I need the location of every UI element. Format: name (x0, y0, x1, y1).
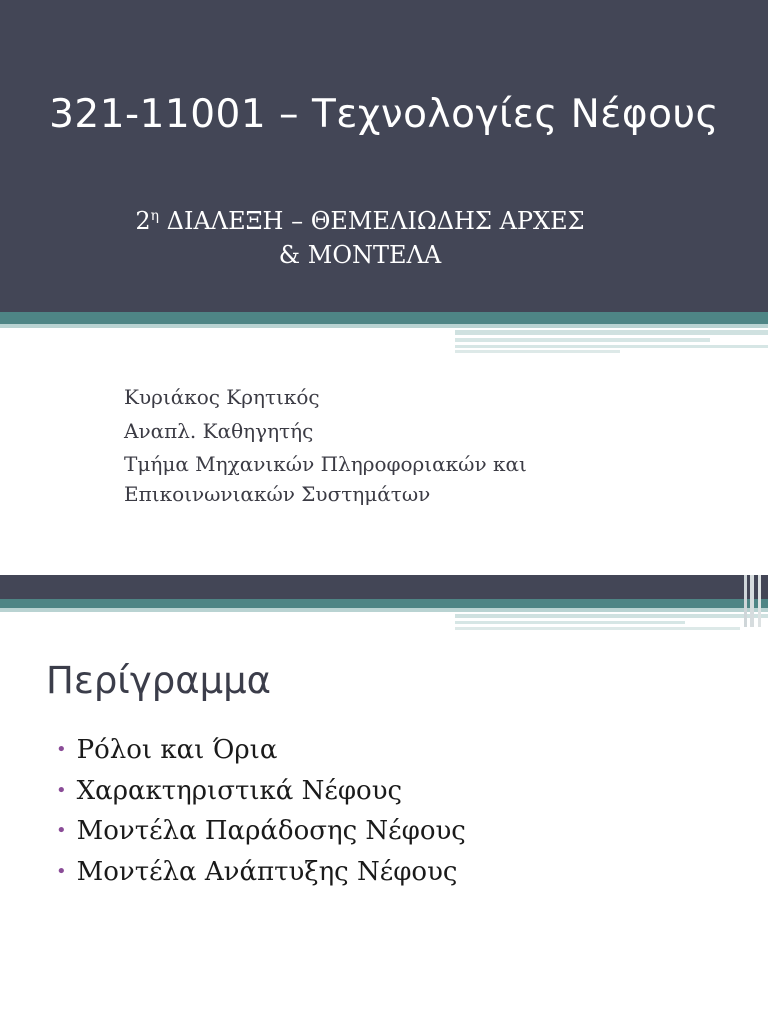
light-stripe (455, 350, 620, 353)
light-stripe (455, 614, 768, 618)
subtitle-number: 2 (135, 207, 151, 235)
author-department-line-2: Επικοινωνιακών Συστημάτων (124, 481, 431, 506)
light-stripe (0, 608, 768, 612)
light-stripe (455, 621, 685, 624)
light-stripe (455, 627, 740, 630)
subtitle-line-2: & ΜΟΝΤΕΛΑ (278, 241, 442, 269)
teal-stripe (0, 312, 768, 324)
vertical-stripe (744, 575, 747, 627)
light-stripe (0, 324, 768, 328)
light-stripe (455, 330, 768, 335)
list-item (56, 730, 466, 771)
subtitle-line-1 (0, 199, 720, 238)
list-item-text: Ρόλοι και Όρια (76, 735, 278, 765)
vertical-stripe (758, 575, 761, 627)
list-item (56, 811, 466, 852)
teal-stripe (0, 599, 768, 608)
bullet-icon: • (56, 860, 67, 882)
list-item-text: Μοντέλα Ανάπτυξης Νέφους (76, 856, 458, 887)
vertical-stripe (750, 575, 754, 627)
subtitle-text: ΔΙΑΛΕΞΗ – ΘΕΜΕΛΙΩΔΗΣ ΑΡΧΕΣ (159, 207, 585, 235)
outline-slide (0, 575, 768, 1024)
light-stripe (455, 338, 710, 342)
bullet-icon: • (56, 739, 67, 760)
bullet-list (56, 730, 466, 892)
list-item-text: Χαρακτηριστικά Νέφους (76, 775, 403, 806)
slide-title: 321-11001 – Τεχνολογίες Νέφους (49, 92, 719, 137)
bullet-icon: • (56, 820, 67, 841)
list-item (56, 852, 466, 893)
light-stripe (455, 345, 768, 348)
header-band (0, 575, 768, 599)
slide-title: Περίγραμμα (46, 659, 272, 702)
bullet-icon: • (56, 779, 67, 801)
subtitle-superscript: η (150, 208, 160, 224)
list-item (56, 771, 466, 812)
author-info (124, 381, 527, 511)
author-position: Αναπλ. Καθηγητής (124, 418, 314, 443)
list-item-text: Μοντέλα Παράδοσης Νέφους (76, 816, 466, 846)
author-department-line-1: Τμήμα Μηχανικών Πληροφοριακών και (124, 452, 527, 476)
author-name: Κυριάκος Κρητικός (124, 385, 320, 409)
slide-subtitle (0, 199, 720, 272)
